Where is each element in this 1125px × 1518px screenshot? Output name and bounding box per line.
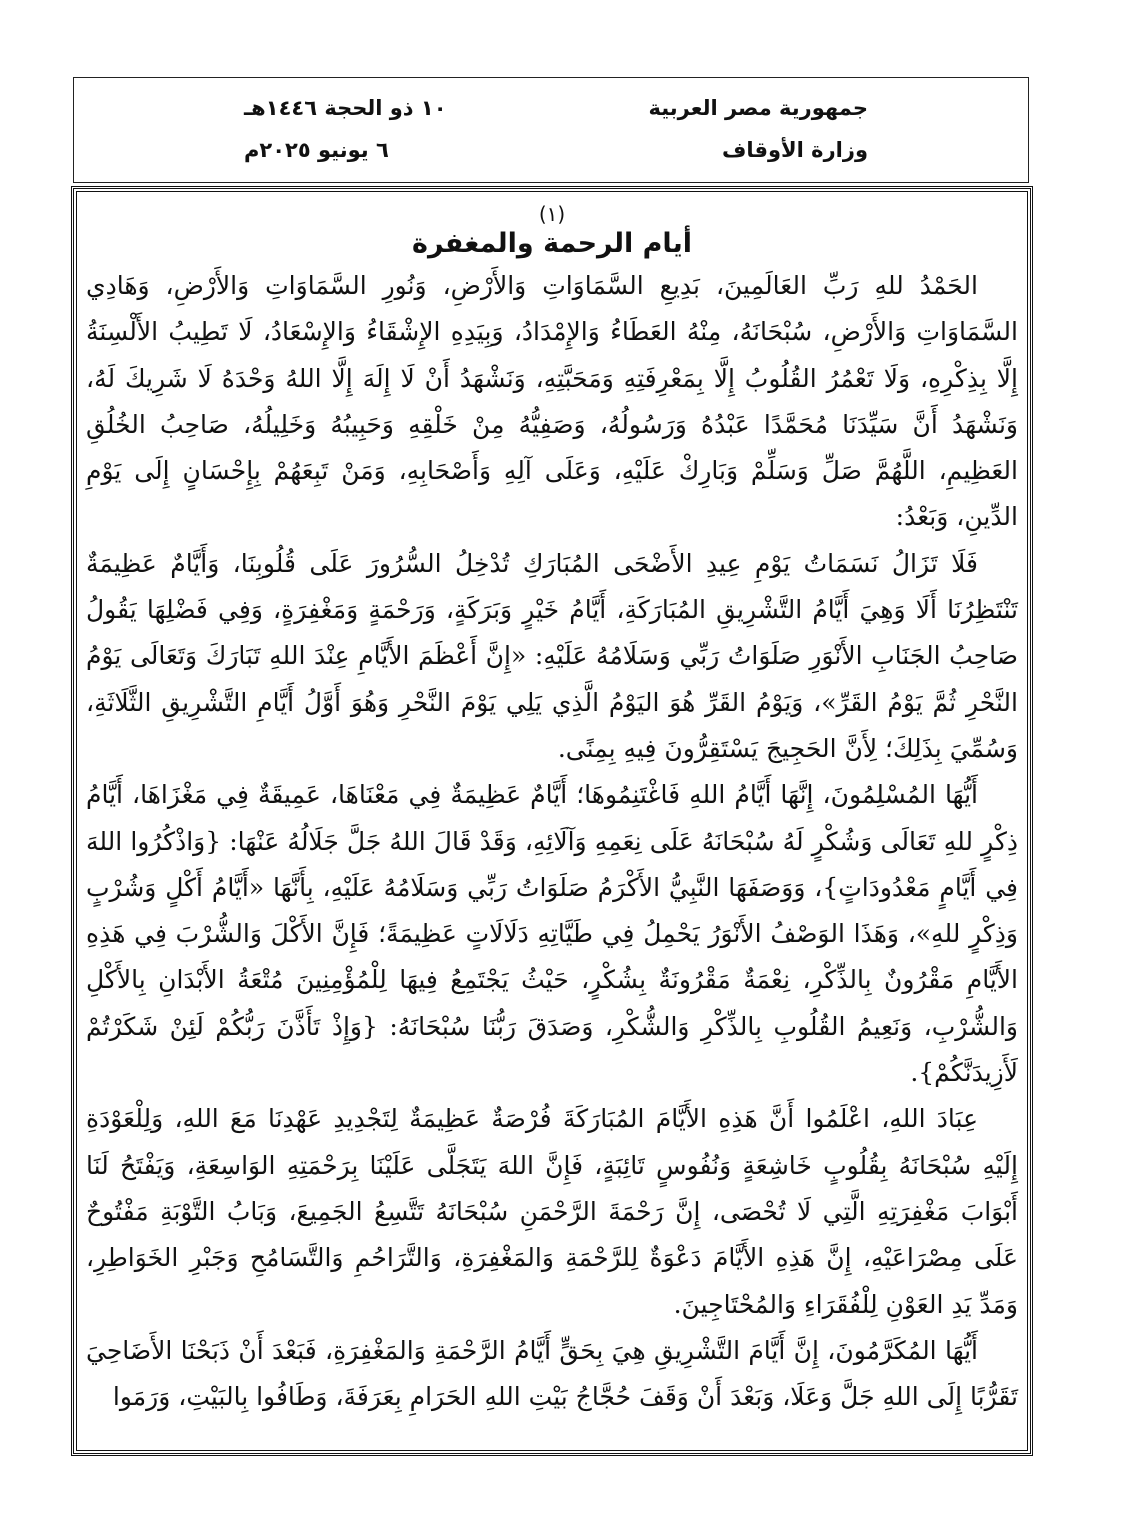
country-name: جمهورية مصر العربية <box>648 96 868 120</box>
paragraph-honored-ones: أَيُّهَا المُكَرَّمُونَ، إِنَّ أَيَّامَ التَّشْرِيقِ هِيَ بِحَقٍّ أَيَّامُ الرَّحْمَةِ وَالمَغْفِرَةِ، فَبَعْدَ أَنْ ذَبَحْنَا الأَضَاحِيَ تَقَرُّبًا إِلَى اللهِ جَلَّ وَعَلَا، وَبَعْدَ أَنْ وَقَفَ حُجَّاجُ بَيْتِ اللهِ الحَرَامِ بِعَرَفَةَ، وَطَافُوا بِالبَيْتِ، وَرَمَوا <box>86 1335 1018 1412</box>
hijri-date: ١٠ ذو الحجة ١٤٤٦هـ <box>244 96 447 120</box>
ministry-name: وزارة الأوقاف <box>721 138 868 162</box>
gregorian-date: ٦ يونيو ٢٠٢٥م <box>244 138 389 162</box>
paragraph-opening: الحَمْدُ للهِ رَبِّ العَالَمِينَ، بَدِيعِ السَّمَاوَاتِ وَالأَرْضِ، وَنُورِ السَّمَاوَاتِ وَالأَرْضِ، وَهَادِي السَّمَاوَاتِ وَالأَرْضِ، سُبْحَانَهُ، مِنْهُ العَطَاءُ وَالإِمْدَادُ، وَبِيَدِهِ الإِشْقَاءُ وَالإِسْعَادُ، لَا تَطِيبُ الأَلْسِنَةُ إِلَّا بِذِكْرِهِ، وَلَا تَعْمُرُ القُلُوبُ إِلَّا بِمَعْرِفَتِهِ وَمَحَبَّتِهِ، وَنَشْهَدُ أَنْ لَا إِلَهَ إِلَّا اللهُ وَحْدَهُ لَا شَرِيكَ لَهُ، وَنَشْهَدُ أَنَّ سَيِّدَنَا مُحَمَّدًا عَبْدُهُ وَرَسُولُهُ، وَصَفِيُّهُ مِنْ خَلْقِهِ وَحَبِيبُهُ وَخَلِيلُهُ، صَاحِبُ الخُلُقِ العَظِيمِ، اللَّهُمَّ صَلِّ وَسَلِّمْ وَبَارِكْ عَلَيْهِ، وَعَلَى آلِهِ وَأَصْحَابِهِ، وَمَنْ تَبِعَهُمْ بِإِحْسَانٍ إِلَى يَوْمِ الدِّينِ، وَبَعْدُ: <box>86 271 1018 532</box>
page-number: (١) <box>538 202 566 226</box>
sermon-body <box>84 197 1020 1445</box>
sermon-body-frame <box>71 186 1033 1456</box>
document-header <box>73 77 1029 183</box>
page-title: أيام الرحمة والمغفرة <box>412 228 692 259</box>
paragraph-servants-of-allah: عِبَادَ اللهِ، اعْلَمُوا أَنَّ هَذِهِ الأَيَّامَ المُبَارَكَةَ فُرْصَةٌ عَظِيمَةٌ لِتَجْدِيدِ عَهْدِنَا مَعَ اللهِ، وَلِلْعَوْدَةِ إِلَيْهِ سُبْحَانَهُ بِقُلُوبٍ خَاشِعَةٍ وَنُفُوسٍ تَائِبَةٍ، فَإِنَّ اللهَ يَتَجَلَّى عَلَيْنَا بِرَحْمَتِهِ الوَاسِعَةِ، وَيَفْتَحُ لَنَا أَبْوَابَ مَغْفِرَتِهِ الَّتِي لَا تُحْصَى، إِنَّ رَحْمَةَ الرَّحْمَنِ سُبْحَانَهُ تَتَّسِعُ الجَمِيعَ، وَبَابُ التَّوْبَةِ مَفْتُوحٌ عَلَى مِصْرَاعَيْهِ، إِنَّ هَذِهِ الأَيَّامَ دَعْوَةٌ لِلرَّحْمَةِ وَالمَغْفِرَةِ، وَالتَّرَاحُمِ وَالتَّسَامُحِ وَجَبْرِ الخَوَاطِرِ، وَمَدِّ يَدِ العَوْنِ لِلْفُقَرَاءِ وَالمُحْتَاجِينَ. <box>86 1104 1018 1319</box>
paragraph-eid: فَلَا تَزَالُ نَسَمَاتُ يَوْمِ عِيدِ الأَضْحَى المُبَارَكِ تُدْخِلُ السُّرُورَ عَلَى قُلُوبِنَا، وَأَيَّامٌ عَظِيمَةٌ تَنْتَظِرُنَا أَلَا وَهِيَ أَيَّامُ التَّشْرِيقِ المُبَارَكَةِ، أَيَّامُ خَيْرٍ وَبَرَكَةٍ، وَرَحْمَةٍ وَمَغْفِرَةٍ، وَفِي فَضْلِهَا يَقُولُ صَاحِبُ الجَنَابِ الأَنْوَرِ صَلَوَاتُ رَبِّي وَسَلَامُهُ عَلَيْهِ: «إِنَّ أَعْظَمَ الأَيَّامِ عِنْدَ اللهِ تَبَارَكَ وَتَعَالَى يَوْمُ النَّحْرِ ثُمَّ يَوْمُ القَرِّ»، وَيَوْمُ القَرِّ هُوَ اليَوْمُ الَّذِي يَلِي يَوْمَ النَّحْرِ وَهُوَ أَوَّلُ أَيَّامِ التَّشْرِيقِ الثَّلَاثَةِ، وَسُمِّيَ بِذَلِكَ؛ لِأَنَّ الحَجِيجَ يَسْتَقِرُّونَ فِيهِ بِمِنًى. <box>86 548 1018 763</box>
paragraph-days-of-allah: أَيُّهَا المُسْلِمُونَ، إِنَّهَا أَيَّامُ اللهِ فَاغْتَنِمُوهَا؛ أَيَّامٌ عَظِيمَةٌ فِي مَعْنَاهَا، عَمِيقَةٌ فِي مَغْزَاهَا، أَيَّامُ ذِكْرٍ للهِ تَعَالَى وَشُكْرٍ لَهُ سُبْحَانَهُ عَلَى نِعَمِهِ وَآلَائِهِ، وَقَدْ قَالَ اللهُ جَلَّ جَلَالُهُ عَنْهَا: {وَاذْكُرُوا اللهَ فِي أَيَّامٍ مَعْدُودَاتٍ}، وَوَصَفَهَا النَّبِيُّ الأَكْرَمُ صَلَوَاتُ رَبِّي وَسَلَامُهُ عَلَيْهِ، بِأَنَّهَا «أَيَّامُ أَكْلٍ وَشُرْبٍ وَذِكْرٍ للهِ»، وَهَذَا الوَصْفُ الأَنْوَرُ يَحْمِلُ فِي طَيَّاتِهِ دَلَالَاتٍ عَظِيمَةً؛ فَإِنَّ الأَكْلَ وَالشُّرْبَ فِي هَذِهِ الأَيَّامِ مَقْرُونٌ بِالذِّكْرِ، نِعْمَةٌ مَقْرُونَةٌ بِشُكْرٍ، حَيْثُ يَجْتَمِعُ فِيهَا لِلْمُؤْمِنِينَ مُتْعَةُ الأَبْدَانِ بِالأَكْلِ وَالشُّرْبِ، وَنَعِيمُ القُلُوبِ بِالذِّكْرِ وَالشُّكْرِ، وَصَدَقَ رَبُّنَا سُبْحَانَهُ: {وَإِذْ تَأَذَّنَ رَبُّكُمْ لَئِنْ شَكَرْتُمْ لَأَزِيدَنَّكُمْ}. <box>86 780 1018 1088</box>
